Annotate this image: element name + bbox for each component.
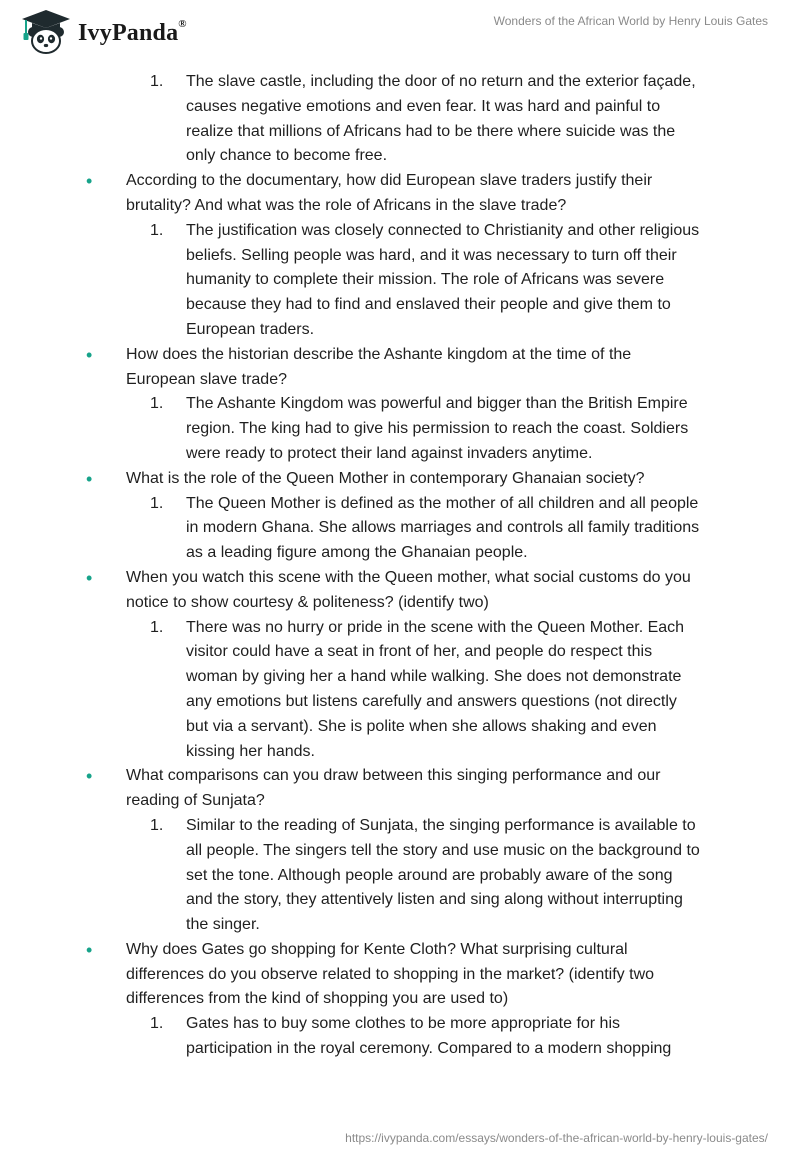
answer-line <box>0 417 800 442</box>
list-number: 1. <box>150 395 164 413</box>
list-number: 1. <box>150 1015 164 1033</box>
page-header <box>0 0 800 60</box>
answer-line <box>0 244 800 269</box>
line-text: region. The king had to give his permission to reach the coast. Soldiers <box>186 420 689 438</box>
line-text: and the story, they attentively listen and sing along without interrupting <box>186 891 683 909</box>
line-text: participation in the royal ceremony. Compared to a modern shopping <box>186 1040 672 1058</box>
registered-mark: ® <box>178 17 187 30</box>
line-text: differences from the kind of shopping you are used to) <box>126 990 509 1008</box>
answer-line <box>0 144 800 169</box>
answer-line <box>0 640 800 665</box>
question-line <box>0 591 800 616</box>
question-line <box>0 169 800 194</box>
line-text: How does the historian describe the Ashante kingdom at the time of the <box>126 345 632 363</box>
ivypanda-logo[interactable] <box>16 8 187 54</box>
line-text: Gates has to buy some clothes to be more appropriate for his <box>186 1015 621 1033</box>
line-text: realize that millions of Africans had to be there where suicide was the <box>186 122 676 140</box>
line-text: differences do you observe related to shopping in the market? (identify two <box>126 965 655 983</box>
line-text: but via a servant). She is polite when she allows shaking and even <box>186 717 657 735</box>
answer-line <box>0 516 800 541</box>
answer-line <box>0 665 800 690</box>
line-text: The Queen Mother is defined as the mother of all children and all people <box>186 494 699 512</box>
answer-line <box>0 318 800 343</box>
line-text: brutality? And what was the role of Africans in the slave trade? <box>126 196 567 214</box>
logo-name: IvyPanda <box>78 19 179 46</box>
line-text: reading of Sunjata? <box>126 792 265 810</box>
line-text: European slave trade? <box>126 370 287 388</box>
document-title: Wonders of the African World by Henry Louis Gates <box>493 14 768 28</box>
line-text: kissing her hands. <box>186 742 315 760</box>
essay-body <box>0 70 800 1062</box>
bullet-marker: • <box>86 468 93 489</box>
bullet-marker: • <box>86 344 93 365</box>
bullet-marker: • <box>86 939 93 960</box>
line-text: as a leading figure among the Ghanaian people. <box>186 544 528 562</box>
question-line <box>0 963 800 988</box>
source-url[interactable]: https://ivypanda.com/essays/wonders-of-the-african-world-by-henry-louis-gates/ <box>345 1131 768 1145</box>
answer-line <box>0 268 800 293</box>
line-text: causes negative emotions and even fear. It was hard and painful to <box>186 97 661 115</box>
question-line <box>0 368 800 393</box>
line-text: Similar to the reading of Sunjata, the singing performance is available to <box>186 816 696 834</box>
line-text: What is the role of the Queen Mother in contemporary Ghanaian society? <box>126 469 645 487</box>
answer-line <box>0 442 800 467</box>
answer-line <box>0 541 800 566</box>
line-text: only chance to become free. <box>186 147 388 165</box>
list-number: 1. <box>150 618 164 636</box>
line-text: The slave castle, including the door of no return and the exterior façade, <box>186 73 696 90</box>
line-text: because they had to find and enslaved their people and give them to <box>186 296 671 314</box>
line-text: According to the documentary, how did European slave traders justify their <box>126 172 653 190</box>
answer-line <box>0 888 800 913</box>
bullet-marker: • <box>86 766 93 787</box>
question-line <box>0 343 800 368</box>
bullet-marker: • <box>86 567 93 588</box>
answer-line <box>0 864 800 889</box>
answer-line <box>0 1037 800 1062</box>
answer-line <box>0 219 800 244</box>
answer-line <box>0 392 800 417</box>
line-text: European traders. <box>186 320 315 338</box>
answer-line <box>0 120 800 145</box>
answer-line <box>0 70 800 95</box>
list-number: 1. <box>150 221 164 239</box>
panda-graduation-cap-icon <box>16 8 72 54</box>
answer-line <box>0 913 800 938</box>
line-text: There was no hurry or pride in the scene with the Queen Mother. Each <box>186 618 685 636</box>
line-text: in modern Ghana. She allows marriages and controls all family traditions <box>186 519 700 537</box>
answer-line <box>0 616 800 641</box>
line-text: set the tone. Although people around are probably aware of the song <box>186 866 673 884</box>
line-text: notice to show courtesy & politeness? (identify two) <box>126 593 489 611</box>
question-line <box>0 789 800 814</box>
line-text: the singer. <box>186 916 260 934</box>
line-text: Why does Gates go shopping for Kente Cloth? What surprising cultural <box>126 940 628 958</box>
line-text: The justification was closely connected to Christianity and other religious <box>186 221 700 239</box>
answer-line <box>0 293 800 318</box>
line-text: When you watch this scene with the Queen mother, what social customs do you <box>126 568 691 586</box>
answer-line <box>0 740 800 765</box>
list-number: 1. <box>150 494 164 512</box>
line-text: The Ashante Kingdom was powerful and bigger than the British Empire <box>186 395 688 413</box>
question-line <box>0 987 800 1012</box>
line-text: humanity to complete their mission. The role of Africans was severe <box>186 271 665 289</box>
line-text: were ready to protect their land against invaders anytime. <box>186 444 593 462</box>
answer-line <box>0 95 800 120</box>
bullet-marker: • <box>86 171 93 192</box>
logo-wordmark <box>78 17 187 47</box>
question-line <box>0 467 800 492</box>
line-text: beliefs. Selling people was hard, and it was necessary to turn off their <box>186 246 677 264</box>
answer-line <box>0 715 800 740</box>
line-text: woman by giving her a hand while walking. She does not demonstrate <box>186 668 682 686</box>
line-text: visitor could have a seat in front of her, and people do respect this <box>186 643 653 661</box>
line-text: any emotions but listens carefully and answers questions (not directly <box>186 692 677 710</box>
question-line <box>0 764 800 789</box>
list-number: 1. <box>150 816 164 834</box>
question-line <box>0 938 800 963</box>
line-text: all people. The singers tell the story and use music on the background to <box>186 841 700 859</box>
question-line <box>0 194 800 219</box>
answer-line <box>0 492 800 517</box>
list-number: 1. <box>150 73 164 90</box>
answer-line <box>0 1012 800 1037</box>
answer-line <box>0 690 800 715</box>
answer-line <box>0 814 800 839</box>
question-line <box>0 566 800 591</box>
answer-line <box>0 839 800 864</box>
line-text: What comparisons can you draw between this singing performance and our <box>126 767 661 785</box>
